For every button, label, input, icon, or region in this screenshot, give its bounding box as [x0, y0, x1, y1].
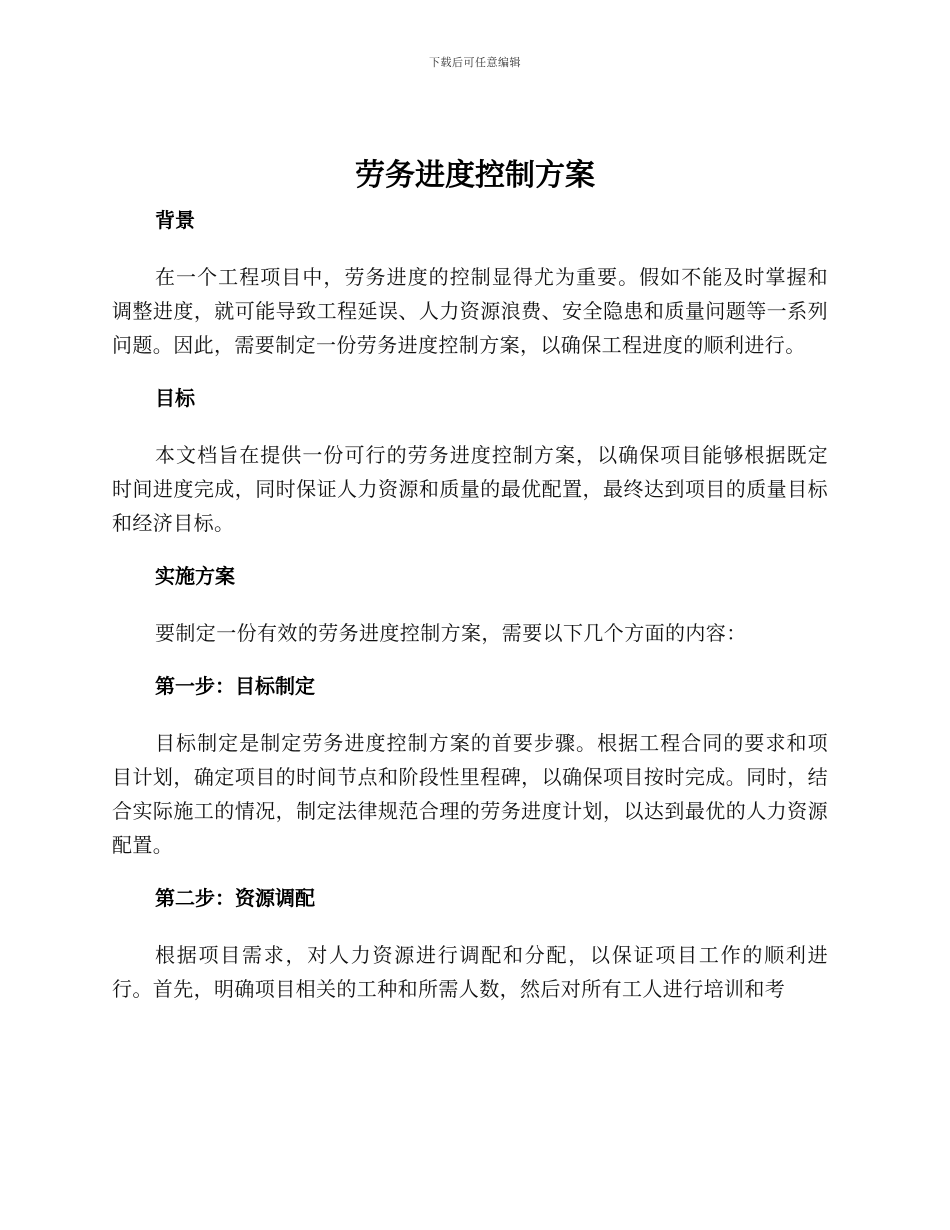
section-paragraph-background: 在一个工程项目中，劳务进度的控制显得尤为重要。假如不能及时掌握和调整进度，就可能导致工程延误、人力资源浪费、安全隐患和质量问题等一系列问题。因此，需要制定一份劳务进度控制方案，以确保工程进度的顺利进行。: [112, 265, 828, 357]
document-title: 劳务进度控制方案: [355, 158, 595, 193]
page-header: 下载后可任意编辑: [429, 56, 521, 69]
section-paragraph-step1: 目标制定是制定劳务进度控制方案的首要步骤。根据工程合同的要求和项目计划，确定项目的时间节点和阶段性里程碑，以确保项目按时完成。同时，结合实际施工的情况，制定法律规范合理的劳务进度计划，以达到最优的人力资源配置。: [112, 731, 828, 857]
section-paragraph-plan: 要制定一份有效的劳务进度控制方案，需要以下几个方面的内容：: [155, 621, 747, 645]
section-paragraph-goal: 本文档旨在提供一份可行的劳务进度控制方案，以确保项目能够根据既定时间进度完成，同时保证人力资源和质量的最优配置，最终达到项目的质量目标和经济目标。: [112, 443, 828, 535]
section-heading-plan: 实施方案: [155, 564, 235, 588]
section-heading-step1: 第一步：目标制定: [155, 674, 315, 698]
section-heading-goal: 目标: [155, 386, 195, 410]
document-body: [112, 206, 828, 1006]
section-heading-background: 背景: [155, 208, 195, 232]
section-heading-step2: 第二步：资源调配: [155, 886, 315, 910]
section-paragraph-step2: 根据项目需求，对人力资源进行调配和分配，以保证项目工作的顺利进行。首先，明确项目相关的工种和所需人数，然后对所有工人进行培训和考: [112, 943, 828, 1001]
